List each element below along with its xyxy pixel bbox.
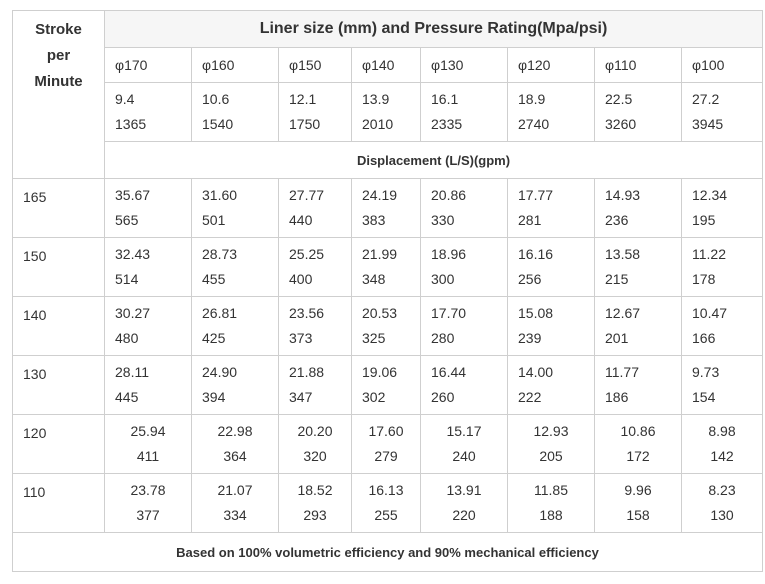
displacement-gpm: 334: [223, 507, 247, 523]
displacement-ls: 18.96: [431, 246, 467, 262]
pressure-rating-cell: [279, 83, 352, 142]
displacement-gpm: 320: [303, 448, 327, 464]
table-row: [13, 179, 763, 238]
displacement-cell: [682, 179, 763, 238]
displacement-ls: 23.56: [289, 305, 325, 321]
displacement-gpm: 260: [431, 389, 455, 405]
displacement-ls: 15.08: [518, 305, 554, 321]
pressure-mpa: 12.1: [289, 91, 317, 107]
displacement-gpm: 205: [539, 448, 563, 464]
pressure-mpa: 18.9: [518, 91, 546, 107]
displacement-gpm: 166: [692, 330, 716, 346]
efficiency-note: Based on 100% volumetric efficiency and 90% mechanical efficiency: [13, 533, 763, 572]
displacement-ls: 35.67: [115, 187, 151, 203]
pressure-mpa: 27.2: [692, 91, 720, 107]
displacement-gpm: 240: [452, 448, 476, 464]
displacement-ls: 13.91: [446, 482, 482, 498]
displacement-ls: 26.81: [202, 305, 238, 321]
pressure-rating-cell: [508, 83, 595, 142]
pressure-rating-cell: [682, 83, 763, 142]
displacement-gpm: 222: [518, 389, 542, 405]
displacement-header: Displacement (L/S)(gpm): [105, 142, 763, 179]
displacement-cell: [279, 356, 352, 415]
displacement-cell: [595, 356, 682, 415]
liner-size-pressure-header: Liner size (mm) and Pressure Rating(Mpa/psi): [105, 11, 763, 48]
pressure-psi: 1750: [289, 116, 321, 132]
displacement-ls: 20.20: [297, 423, 333, 439]
displacement-gpm: 302: [362, 389, 386, 405]
displacement-ls: 25.94: [130, 423, 166, 439]
table-row: [13, 415, 763, 474]
pressure-psi: 3945: [692, 116, 724, 132]
displacement-cell: [279, 474, 352, 533]
displacement-gpm: 239: [518, 330, 542, 346]
displacement-ls: 28.73: [202, 246, 238, 262]
displacement-cell: [279, 179, 352, 238]
displacement-gpm: 142: [710, 448, 734, 464]
table-row: [13, 474, 763, 533]
displacement-gpm: 455: [202, 271, 226, 287]
displacement-cell: [279, 297, 352, 356]
table-row: [13, 238, 763, 297]
displacement-gpm: 440: [289, 212, 313, 228]
displacement-cell: [105, 474, 192, 533]
displacement-cell: [105, 179, 192, 238]
displacement-ls: 13.58: [605, 246, 641, 262]
stroke-label-line-3: Minute: [34, 73, 83, 90]
displacement-gpm: 364: [223, 448, 247, 464]
header-row: [13, 11, 763, 48]
pressure-rating-cell: [105, 83, 192, 142]
liner-size-cell: φ110: [595, 48, 682, 83]
pressure-rating-row: [13, 83, 763, 142]
displacement-gpm: 158: [626, 507, 650, 523]
displacement-cell: [508, 474, 595, 533]
displacement-gpm: 280: [431, 330, 455, 346]
pressure-psi: 2335: [431, 116, 463, 132]
displacement-cell: [595, 179, 682, 238]
displacement-ls: 12.93: [533, 423, 569, 439]
pressure-rating-cell: [595, 83, 682, 142]
strokes-per-minute-cell: 165: [13, 179, 105, 238]
table-row: [13, 356, 763, 415]
stroke-label-line-2: per: [46, 47, 71, 64]
displacement-gpm: 256: [518, 271, 542, 287]
pressure-psi: 1540: [202, 116, 234, 132]
displacement-ls: 17.70: [431, 305, 467, 321]
displacement-gpm: 201: [605, 330, 629, 346]
displacement-gpm: 325: [362, 330, 386, 346]
pressure-psi: 2740: [518, 116, 550, 132]
displacement-ls: 20.86: [431, 187, 467, 203]
displacement-gpm: 565: [115, 212, 139, 228]
table-row: [13, 297, 763, 356]
displacement-cell: [682, 474, 763, 533]
displacement-gpm: 501: [202, 212, 226, 228]
displacement-ls: 22.98: [217, 423, 253, 439]
displacement-cell: [595, 474, 682, 533]
displacement-ls: 12.67: [605, 305, 641, 321]
displacement-ls: 28.11: [115, 364, 149, 380]
displacement-gpm: 195: [692, 212, 716, 228]
liner-size-cell: φ100: [682, 48, 763, 83]
displacement-ls: 11.85: [534, 482, 568, 498]
displacement-gpm: 400: [289, 271, 313, 287]
displacement-gpm: 178: [692, 271, 716, 287]
displacement-gpm: 514: [115, 271, 139, 287]
displacement-cell: [508, 297, 595, 356]
displacement-cell: [508, 356, 595, 415]
liner-size-cell: φ170: [105, 48, 192, 83]
strokes-per-minute-cell: 130: [13, 356, 105, 415]
displacement-cell: [192, 179, 279, 238]
displacement-ls: 16.44: [431, 364, 467, 380]
displacement-ls: 25.25: [289, 246, 325, 262]
displacement-cell: [352, 415, 421, 474]
displacement-ls: 32.43: [115, 246, 151, 262]
pressure-mpa: 9.4: [115, 91, 135, 107]
stroke-label-line-1: Stroke: [35, 21, 82, 38]
displacement-cell: [352, 238, 421, 297]
displacement-ls: 12.34: [692, 187, 728, 203]
pressure-mpa: 22.5: [605, 91, 633, 107]
pressure-mpa: 13.9: [362, 91, 390, 107]
liner-size-cell: φ150: [279, 48, 352, 83]
displacement-gpm: 255: [374, 507, 398, 523]
displacement-cell: [105, 356, 192, 415]
displacement-ls: 23.78: [130, 482, 166, 498]
displacement-gpm: 220: [452, 507, 476, 523]
displacement-ls: 11.77: [605, 364, 639, 380]
pressure-psi: 3260: [605, 116, 637, 132]
displacement-cell: [508, 238, 595, 297]
liner-size-cell: φ160: [192, 48, 279, 83]
displacement-ls: 10.86: [620, 423, 656, 439]
displacement-cell: [192, 238, 279, 297]
liner-size-row: [13, 48, 763, 83]
displacement-ls: 8.98: [708, 423, 736, 439]
displacement-gpm: 411: [136, 448, 160, 464]
displacement-ls: 18.52: [297, 482, 333, 498]
displacement-gpm: 281: [518, 212, 542, 228]
displacement-ls: 14.00: [518, 364, 554, 380]
displacement-gpm: 383: [362, 212, 386, 228]
pressure-psi: 1365: [115, 116, 147, 132]
displacement-ls: 19.06: [362, 364, 398, 380]
displacement-cell: [682, 238, 763, 297]
liner-size-cell: φ130: [421, 48, 508, 83]
displacement-ls: 21.99: [362, 246, 398, 262]
displacement-gpm: 394: [202, 389, 226, 405]
displacement-gpm: 480: [115, 330, 139, 346]
displacement-ls: 11.22: [692, 246, 726, 262]
displacement-gpm: 330: [431, 212, 455, 228]
stroke-per-minute-header: [13, 11, 105, 179]
displacement-ls: 16.16: [518, 246, 554, 262]
pressure-rating-cell: [421, 83, 508, 142]
displacement-gpm: 188: [539, 507, 563, 523]
displacement-ls: 10.47: [692, 305, 728, 321]
pressure-rating-cell: [192, 83, 279, 142]
displacement-ls: 21.88: [289, 364, 325, 380]
displacement-cell: [421, 415, 508, 474]
displacement-ls: 16.13: [368, 482, 404, 498]
displacement-ls: 17.77: [518, 187, 554, 203]
displacement-cell: [682, 415, 763, 474]
liner-size-cell: φ140: [352, 48, 421, 83]
displacement-cell: [352, 179, 421, 238]
displacement-cell: [595, 415, 682, 474]
strokes-per-minute-cell: 150: [13, 238, 105, 297]
displacement-gpm: 154: [692, 389, 716, 405]
displacement-cell: [595, 297, 682, 356]
displacement-gpm: 172: [626, 448, 650, 464]
displacement-gpm: 279: [374, 448, 398, 464]
displacement-gpm: 293: [303, 507, 327, 523]
displacement-gpm: 373: [289, 330, 313, 346]
displacement-ls: 20.53: [362, 305, 398, 321]
pump-displacement-table: [12, 10, 763, 572]
displacement-cell: [595, 238, 682, 297]
strokes-per-minute-cell: 110: [13, 474, 105, 533]
displacement-cell: [352, 474, 421, 533]
displacement-cell: [508, 179, 595, 238]
pressure-rating-cell: [352, 83, 421, 142]
displacement-ls: 9.73: [692, 364, 720, 380]
displacement-cell: [421, 179, 508, 238]
displacement-ls: 21.07: [217, 482, 253, 498]
displacement-ls: 24.19: [362, 187, 398, 203]
displacement-cell: [192, 297, 279, 356]
displacement-ls: 8.23: [708, 482, 736, 498]
displacement-cell: [352, 297, 421, 356]
displacement-ls: 30.27: [115, 305, 151, 321]
pressure-mpa: 10.6: [202, 91, 230, 107]
displacement-gpm: 130: [710, 507, 734, 523]
pressure-psi: 2010: [362, 116, 394, 132]
displacement-ls: 14.93: [605, 187, 641, 203]
displacement-cell: [192, 415, 279, 474]
displacement-ls: 27.77: [289, 187, 325, 203]
displacement-ls: 9.96: [624, 482, 652, 498]
strokes-per-minute-cell: 140: [13, 297, 105, 356]
strokes-per-minute-cell: 120: [13, 415, 105, 474]
displacement-gpm: 236: [605, 212, 629, 228]
displacement-cell: [682, 356, 763, 415]
displacement-header-row: [13, 142, 763, 179]
displacement-cell: [279, 415, 352, 474]
displacement-cell: [421, 474, 508, 533]
displacement-cell: [508, 415, 595, 474]
displacement-gpm: 186: [605, 389, 629, 405]
displacement-gpm: 215: [605, 271, 629, 287]
displacement-cell: [105, 238, 192, 297]
displacement-gpm: 347: [289, 389, 313, 405]
table-body: [13, 11, 763, 572]
displacement-cell: [105, 415, 192, 474]
displacement-cell: [192, 474, 279, 533]
displacement-cell: [105, 297, 192, 356]
displacement-cell: [192, 356, 279, 415]
footer-row: [13, 533, 763, 572]
displacement-ls: 17.60: [368, 423, 404, 439]
displacement-gpm: 377: [136, 507, 160, 523]
displacement-ls: 15.17: [446, 423, 482, 439]
displacement-cell: [279, 238, 352, 297]
displacement-gpm: 300: [431, 271, 455, 287]
displacement-cell: [352, 356, 421, 415]
displacement-ls: 31.60: [202, 187, 238, 203]
displacement-cell: [421, 356, 508, 415]
liner-size-cell: φ120: [508, 48, 595, 83]
displacement-cell: [421, 238, 508, 297]
displacement-cell: [421, 297, 508, 356]
displacement-gpm: 348: [362, 271, 386, 287]
pressure-mpa: 16.1: [431, 91, 459, 107]
displacement-ls: 24.90: [202, 364, 238, 380]
displacement-cell: [682, 297, 763, 356]
displacement-gpm: 425: [202, 330, 226, 346]
displacement-gpm: 445: [115, 389, 139, 405]
